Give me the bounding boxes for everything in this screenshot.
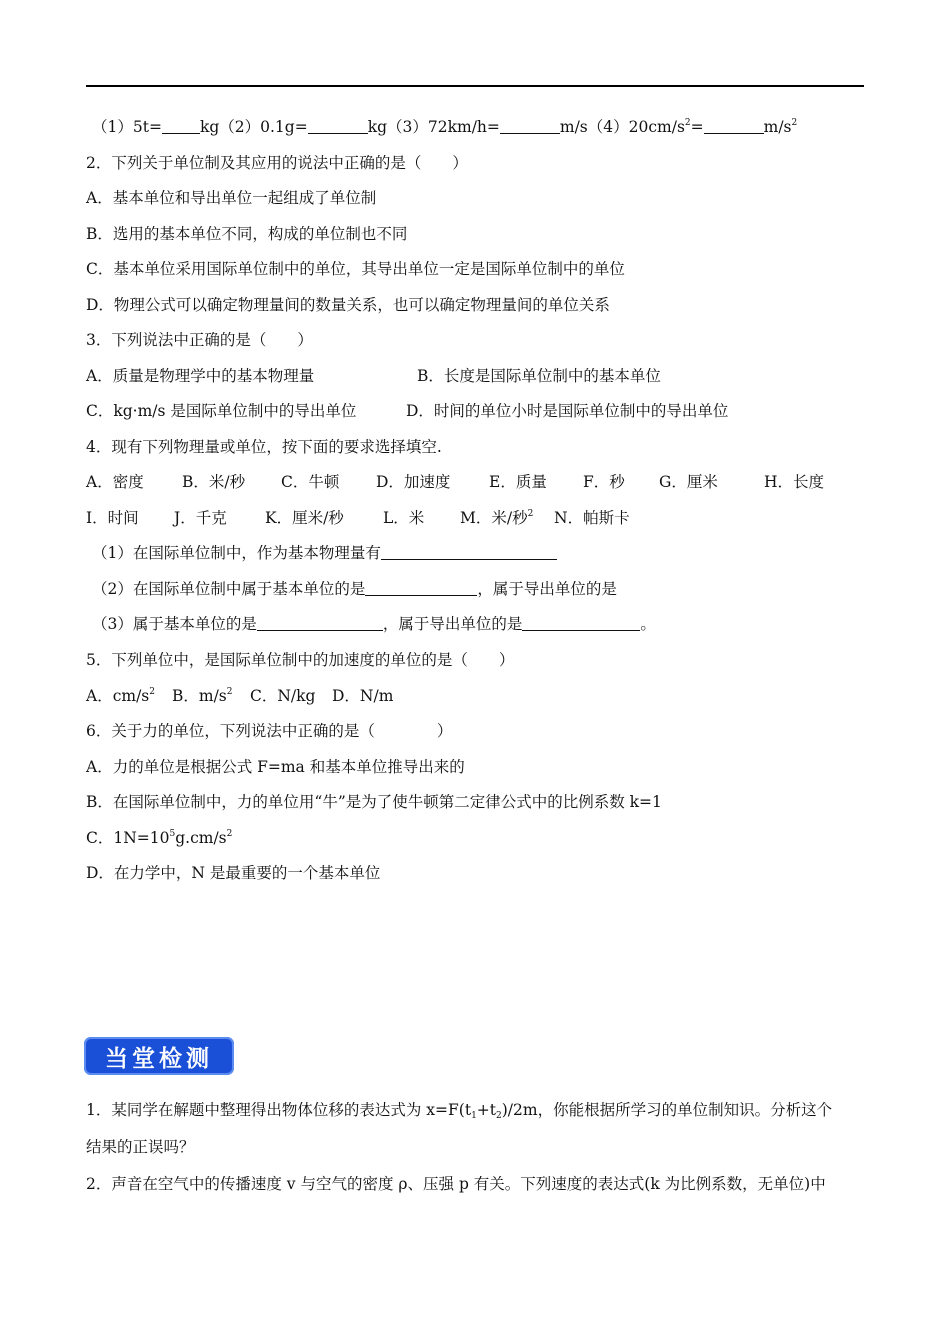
equals-sign: = xyxy=(690,118,704,136)
q4-choices-row-2 xyxy=(86,508,630,528)
q4-choice: K．厘米/秒 xyxy=(265,509,344,527)
check-q1-line-2: 结果的正误吗？ xyxy=(86,1138,195,1156)
q3-option-b: B．长度是国际单位制中的基本单位 xyxy=(417,367,661,385)
q4-choice: C．牛顿 xyxy=(281,473,340,491)
conversion-part-5: m/s xyxy=(763,118,792,136)
q4-choice xyxy=(460,508,554,528)
q2-option-c: C．基本单位采用国际单位制中的单位，其导出单位一定是国际单位制中的单位 xyxy=(86,260,625,278)
superscript: 2 xyxy=(149,687,155,697)
q5-option-b-text: B．m/s xyxy=(172,687,227,705)
superscript: 2 xyxy=(527,509,534,519)
q3-options-ab xyxy=(86,366,661,386)
check-q1-text: 1．某同学在解题中整理得出物体位移的表达式为 x=F(t xyxy=(86,1101,472,1119)
q3-option-c: C．kg·m/s 是国际单位制中的导出单位 xyxy=(86,402,357,420)
conversion-part-4: m/s（4）20cm/s xyxy=(559,118,685,136)
q5-option-a-text: A．cm/s xyxy=(86,687,150,705)
check-q1-line-1 xyxy=(86,1100,832,1120)
superscript: 2 xyxy=(684,118,691,128)
q5-stem: 5．下列单位中，是国际单位制中的加速度的单位的是（ ） xyxy=(86,651,515,669)
q3-stem: 3．下列说法中正确的是（ ） xyxy=(86,331,313,349)
check-q1-text: +t xyxy=(476,1101,497,1119)
q6-option-c xyxy=(86,828,232,848)
superscript: 2 xyxy=(226,687,233,697)
conversion-part-1: （1）5t= xyxy=(92,118,162,136)
q3-option-a: A．质量是物理学中的基本物理量 xyxy=(86,367,315,385)
superscript: 2 xyxy=(226,829,233,839)
q4-sub-2 xyxy=(92,579,617,599)
answer-blank[interactable] xyxy=(381,544,557,560)
q4-sub-3 xyxy=(92,614,656,634)
superscript: 5 xyxy=(169,829,176,839)
q4-sub-1 xyxy=(92,543,557,563)
q6-stem: 6．关于力的单位，下列说法中正确的是（ ） xyxy=(86,722,453,740)
section-title: 当堂检测 xyxy=(105,1045,213,1072)
q4-sub-3-text-b: ，属于导出单位的是 xyxy=(382,615,523,633)
answer-blank[interactable] xyxy=(522,615,640,631)
q5-options xyxy=(86,686,393,706)
q2-option-d: D．物理公式可以确定物理量间的数量关系，也可以确定物理量间的单位关系 xyxy=(86,296,610,314)
section-badge-in-class-check xyxy=(84,1037,234,1075)
q6-option-d: D．在力学中，N 是最重要的一个基本单位 xyxy=(86,864,381,882)
unit-conversion-line xyxy=(92,117,797,137)
q4-sub-3-text: （3）属于基本单位的是 xyxy=(92,615,257,633)
conversion-part-2: kg（2）0.1g= xyxy=(199,118,308,136)
q5-option-b xyxy=(172,686,250,706)
check-q1-text: )/2m，你能根据所学习的单位制知识。分析这个 xyxy=(501,1101,833,1119)
period: 。 xyxy=(640,615,656,633)
q5-option-c: C．N/kg xyxy=(250,687,316,705)
q4-choice: J．千克 xyxy=(174,509,227,527)
q4-sub-1-text: （1）在国际单位制中，作为基本物理量有 xyxy=(92,544,381,562)
answer-blank[interactable] xyxy=(257,615,383,631)
q5-option-a xyxy=(86,686,172,706)
superscript: 2 xyxy=(791,118,798,128)
q4-choice: F．秒 xyxy=(583,473,625,491)
q5-option-d: D．N/m xyxy=(332,687,394,705)
answer-blank[interactable] xyxy=(365,580,477,596)
answer-blank[interactable] xyxy=(162,118,200,134)
q4-choice: B．米/秒 xyxy=(182,473,246,491)
q4-choice-text: M．米/秒 xyxy=(460,509,528,527)
q4-stem: 4．现有下列物理量或单位，按下面的要求选择填空. xyxy=(86,438,442,456)
q6-option-c-text: C．1N=10 xyxy=(86,829,170,847)
q4-choices-row-1 xyxy=(86,472,824,492)
q2-option-b: B．选用的基本单位不同，构成的单位制也不同 xyxy=(86,225,408,243)
answer-blank[interactable] xyxy=(500,118,560,134)
q6-option-b: B．在国际单位制中，力的单位用“牛”是为了使牛顿第二定律公式中的比例系数 k=1 xyxy=(86,793,662,811)
header-rule xyxy=(86,85,864,87)
q6-option-c-unit: g.cm/s xyxy=(175,829,227,847)
q4-choice: G．厘米 xyxy=(659,473,718,491)
q3-options-cd xyxy=(86,401,728,421)
q6-option-a: A．力的单位是根据公式 F=ma 和基本单位推导出来的 xyxy=(86,758,465,776)
answer-blank[interactable] xyxy=(308,118,368,134)
q2-stem: 2．下列关于单位制及其应用的说法中正确的是（ ） xyxy=(86,154,468,172)
subscript: 2 xyxy=(496,1111,502,1121)
q4-choice: L．米 xyxy=(383,509,425,527)
q4-choice: H．长度 xyxy=(764,473,825,491)
subscript: 1 xyxy=(471,1111,477,1121)
q2-option-a: A．基本单位和导出单位一起组成了单位制 xyxy=(86,189,377,207)
q4-choice: E．质量 xyxy=(489,473,547,491)
check-q2: 2．声音在空气中的传播速度 v 与空气的密度 ρ、压强 p 有关。下列速度的表达式(k 为比例系数，无单位)中 xyxy=(86,1175,826,1193)
q4-choice: D．加速度 xyxy=(376,473,451,491)
conversion-part-3: kg（3）72km/h= xyxy=(367,118,500,136)
q4-sub-2-text-b: ，属于导出单位的是 xyxy=(477,580,617,598)
q4-choice: A．密度 xyxy=(86,473,144,491)
answer-blank[interactable] xyxy=(704,118,764,134)
q4-choice: N．帕斯卡 xyxy=(554,509,630,527)
q3-option-d: D．时间的单位小时是国际单位制中的导出单位 xyxy=(406,402,729,420)
q4-choice: I．时间 xyxy=(86,509,139,527)
q4-sub-2-text: （2）在国际单位制中属于基本单位的是 xyxy=(92,580,366,598)
